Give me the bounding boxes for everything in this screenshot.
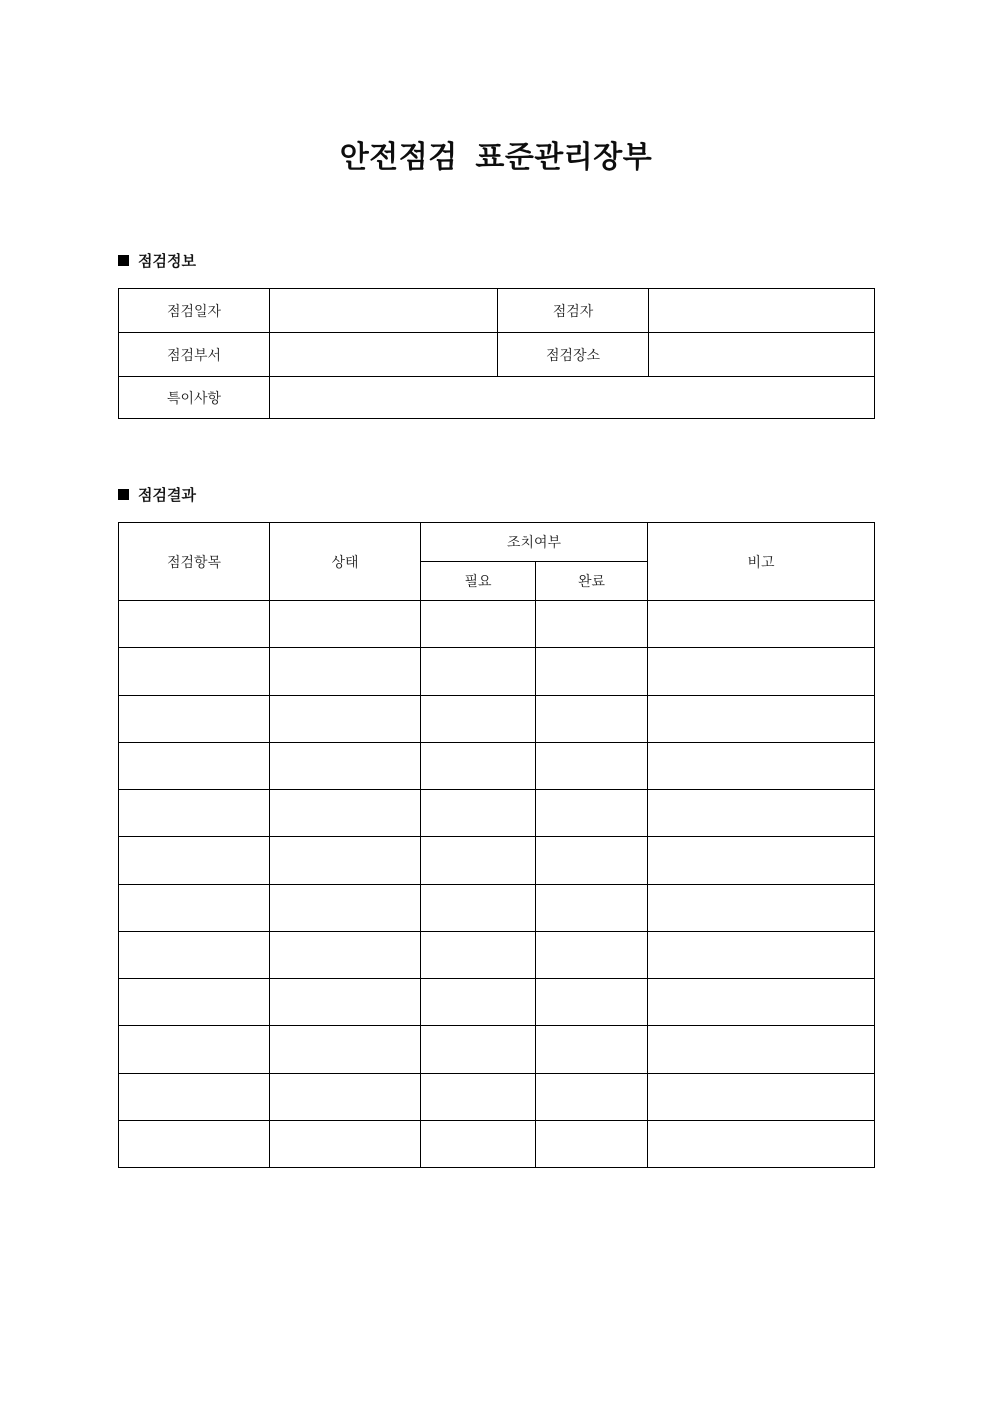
column-header-state: 상태 <box>270 523 421 601</box>
table-row <box>119 1073 875 1120</box>
cell-action-done[interactable] <box>536 837 648 884</box>
cell-action-needed[interactable] <box>421 1073 536 1120</box>
section-heading-inspection-info <box>118 250 196 271</box>
cell-action-needed[interactable] <box>421 695 536 742</box>
table-row <box>119 289 875 333</box>
cell-action-done[interactable] <box>536 695 648 742</box>
inspection-result-body <box>119 601 875 1168</box>
cell-remark[interactable] <box>648 837 875 884</box>
cell-action-needed[interactable] <box>421 979 536 1026</box>
table-row <box>119 333 875 377</box>
table-row <box>119 837 875 884</box>
cell-inspection-item[interactable] <box>119 837 270 884</box>
cell-remark[interactable] <box>648 884 875 931</box>
filled-square-bullet-icon <box>118 489 129 500</box>
label-special-notes: 특이사항 <box>119 377 270 419</box>
cell-inspection-item[interactable] <box>119 790 270 837</box>
cell-remark[interactable] <box>648 648 875 695</box>
cell-action-done[interactable] <box>536 931 648 978</box>
field-inspection-date[interactable] <box>270 289 498 333</box>
cell-action-needed[interactable] <box>421 648 536 695</box>
cell-inspection-item[interactable] <box>119 884 270 931</box>
cell-state[interactable] <box>270 648 421 695</box>
table-row <box>119 1120 875 1167</box>
cell-action-done[interactable] <box>536 648 648 695</box>
filled-square-bullet-icon <box>118 255 129 266</box>
cell-action-needed[interactable] <box>421 790 536 837</box>
cell-action-needed[interactable] <box>421 1026 536 1073</box>
cell-remark[interactable] <box>648 931 875 978</box>
cell-action-needed[interactable] <box>421 1120 536 1167</box>
cell-remark[interactable] <box>648 979 875 1026</box>
cell-state[interactable] <box>270 979 421 1026</box>
inspection-info-table <box>118 288 875 419</box>
cell-state[interactable] <box>270 1073 421 1120</box>
cell-action-needed[interactable] <box>421 884 536 931</box>
cell-state[interactable] <box>270 884 421 931</box>
cell-inspection-item[interactable] <box>119 1073 270 1120</box>
label-inspection-department: 점검부서 <box>119 333 270 377</box>
inspection-result-table <box>118 522 875 1168</box>
cell-inspection-item[interactable] <box>119 1120 270 1167</box>
cell-inspection-item[interactable] <box>119 931 270 978</box>
cell-inspection-item[interactable] <box>119 979 270 1026</box>
cell-inspection-item[interactable] <box>119 742 270 789</box>
label-inspection-date: 점검일자 <box>119 289 270 333</box>
cell-state[interactable] <box>270 790 421 837</box>
table-row <box>119 1026 875 1073</box>
cell-remark[interactable] <box>648 1073 875 1120</box>
cell-action-needed[interactable] <box>421 742 536 789</box>
table-row <box>119 695 875 742</box>
table-row <box>119 377 875 419</box>
cell-state[interactable] <box>270 931 421 978</box>
cell-state[interactable] <box>270 742 421 789</box>
cell-action-done[interactable] <box>536 742 648 789</box>
label-inspector: 점검자 <box>498 289 649 333</box>
field-inspection-location[interactable] <box>649 333 875 377</box>
cell-action-done[interactable] <box>536 790 648 837</box>
cell-action-needed[interactable] <box>421 601 536 648</box>
cell-inspection-item[interactable] <box>119 648 270 695</box>
cell-inspection-item[interactable] <box>119 601 270 648</box>
field-inspection-department[interactable] <box>270 333 498 377</box>
cell-state[interactable] <box>270 837 421 884</box>
cell-remark[interactable] <box>648 601 875 648</box>
cell-state[interactable] <box>270 601 421 648</box>
cell-state[interactable] <box>270 695 421 742</box>
page-title: 안전점검 표준관리장부 <box>339 141 653 174</box>
section-heading-inspection-result <box>118 484 196 505</box>
cell-remark[interactable] <box>648 695 875 742</box>
column-header-remark: 비고 <box>648 523 875 601</box>
field-special-notes[interactable] <box>270 377 875 419</box>
cell-action-done[interactable] <box>536 1073 648 1120</box>
table-row <box>119 648 875 695</box>
table-header-row-top <box>119 523 875 562</box>
table-row <box>119 601 875 648</box>
cell-remark[interactable] <box>648 1120 875 1167</box>
cell-action-needed[interactable] <box>421 931 536 978</box>
column-header-action-done: 완료 <box>536 562 648 601</box>
table-row <box>119 790 875 837</box>
table-row <box>119 931 875 978</box>
cell-action-done[interactable] <box>536 601 648 648</box>
column-header-item: 점검항목 <box>119 523 270 601</box>
cell-state[interactable] <box>270 1026 421 1073</box>
cell-inspection-item[interactable] <box>119 695 270 742</box>
table-row <box>119 979 875 1026</box>
column-header-action-needed: 필요 <box>421 562 536 601</box>
cell-inspection-item[interactable] <box>119 1026 270 1073</box>
column-header-action-group: 조치여부 <box>421 523 648 562</box>
section-heading-label: 점검정보 <box>138 253 196 270</box>
cell-action-done[interactable] <box>536 979 648 1026</box>
table-row <box>119 884 875 931</box>
cell-action-needed[interactable] <box>421 837 536 884</box>
field-inspector[interactable] <box>649 289 875 333</box>
section-heading-label: 점검결과 <box>138 487 196 504</box>
cell-action-done[interactable] <box>536 884 648 931</box>
label-inspection-location: 점검장소 <box>498 333 649 377</box>
table-row <box>119 742 875 789</box>
cell-remark[interactable] <box>648 742 875 789</box>
cell-remark[interactable] <box>648 1026 875 1073</box>
cell-remark[interactable] <box>648 790 875 837</box>
cell-action-done[interactable] <box>536 1026 648 1073</box>
cell-state[interactable] <box>270 1120 421 1167</box>
cell-action-done[interactable] <box>536 1120 648 1167</box>
